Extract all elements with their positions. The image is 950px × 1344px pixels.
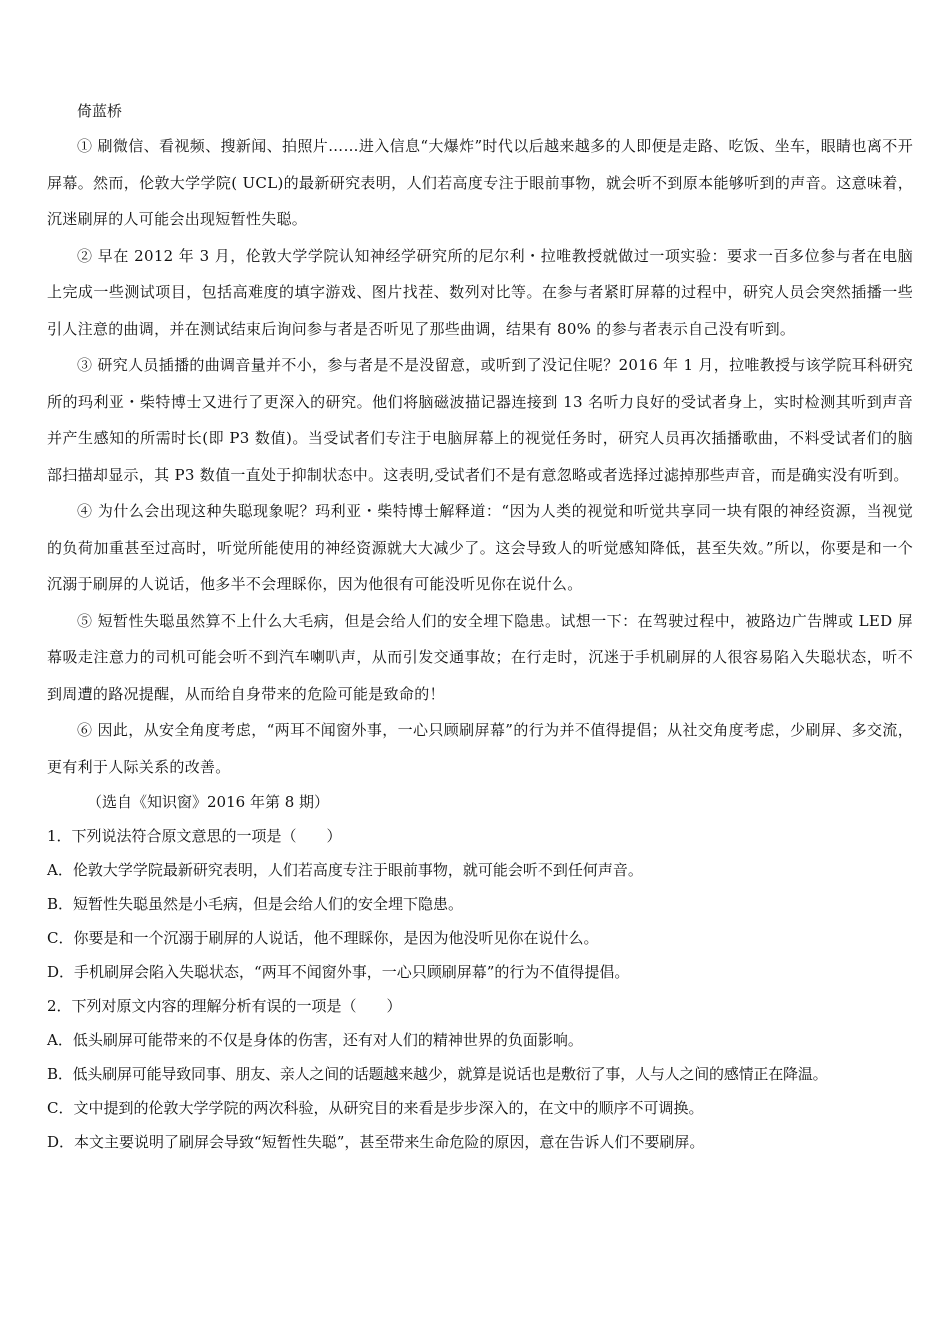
question-stem: 2．下列对原文内容的理解分析有误的一项是（ ） (47, 997, 402, 1015)
question-1 (47, 819, 913, 989)
paragraph-4: ④ 为什么会出现这种失聪现象呢？玛利亚・柴特博士解释道：“因为人类的视觉和听觉共享同一块有限的神经资源，当视觉的负荷加重甚至过高时，听觉所能使用的神经资源就大大减少了。这会导致人的听觉感知降低，甚至失效。”所以，你要是和一个沉溺于刷屏的人说话，他多半不会理睬你，因为他很有可能没听见你在说什么。 (47, 502, 913, 593)
paragraph-5: ⑤ 短暂性失聪虽然算不上什么大毛病，但是会给人们的安全埋下隐患。试想一下：在驾驶过程中，被路边广告牌或 LED 屏幕吸走注意力的司机可能会听不到汽车喇叭声，从而引发交通事故；在行走时，沉迷于手机刷屏的人很容易陷入失聪状态，听不到周遭的路况提醒，从而给自身带来的危险可能是致命的！ (47, 611, 913, 703)
question-stem: 1．下列说法符合原文意思的一项是（ ） (47, 827, 342, 845)
author-name: 倚蓝桥 (77, 102, 123, 120)
option-d: D．手机刷屏会陷入失聪状态，“两耳不闻窗外事，一心只顾刷屏幕”的行为不值得提倡。 (47, 963, 630, 981)
document-page (47, 96, 913, 1159)
option-b: B．低头刷屏可能导致同事、朋友、亲人之间的话题越来越少，就算是说话也是敷衍了事，人与人之间的感情正在降温。 (47, 1065, 828, 1083)
question-2 (47, 989, 913, 1159)
source-citation: （选自《知识窗》2016 年第 8 期） (87, 793, 330, 811)
option-c: C．你要是和一个沉溺于刷屏的人说话，他不理睬你，是因为他没听见你在说什么。 (47, 929, 599, 947)
paragraph-6: ⑥ 因此，从安全角度考虑，“两耳不闻窗外事，一心只顾刷屏幕”的行为并不值得提倡；从社交角度考虑，少刷屏、多交流，更有利于人际关系的改善。 (47, 721, 913, 776)
paragraph-1: ① 刷微信、看视频、搜新闻、拍照片……进入信息“大爆炸”时代以后越来越多的人即便是走路、吃饭、坐车，眼睛也离不开屏幕。然而，伦敦大学学院( UCL)的最新研究表明，人们若高度专注于眼前事物，就会听不到原本能够听到的声音。这意味着，沉迷刷屏的人可能会出现短暂性失聪。 (47, 137, 913, 228)
option-a: A．低头刷屏可能带来的不仅是身体的伤害，还有对人们的精神世界的负面影响。 (47, 1031, 583, 1049)
option-a: A．伦敦大学学院最新研究表明，人们若高度专注于眼前事物，就可能会听不到任何声音。 (47, 861, 643, 879)
option-b: B．短暂性失聪虽然是小毛病，但是会给人们的安全埋下隐患。 (47, 895, 464, 913)
option-d: D．本文主要说明了刷屏会导致“短暂性失聪”，甚至带来生命危险的原因，意在告诉人们不要刷屏。 (47, 1133, 705, 1151)
paragraph-2: ② 早在 2012 年 3 月，伦敦大学学院认知神经学研究所的尼尔利・拉唯教授就做过一项实验：要求一百多位参与者在电脑上完成一些测试项目，包括高难度的填字游戏、图片找茬、数列对比等。在参与者紧盯屏幕的过程中，研究人员会突然插播一些引人注意的曲调，并在测试结束后询问参与者是否听见了那些曲调，结果有 80% 的参与者表示自己没有听到。 (47, 246, 913, 338)
option-c: C．文中提到的伦敦大学学院的两次科验，从研究目的来看是步步深入的，在文中的顺序不可调换。 (47, 1099, 704, 1117)
paragraph-3: ③ 研究人员插播的曲调音量并不小，参与者是不是没留意，或听到了没记住呢？2016 年 1 月，拉唯教授与该学院耳科研究所的玛利亚・柴特博士又进行了更深入的研究。他们将脑磁波描记器连接到 13 名听力良好的受试者身上，实时检测其听到声音并产生感知的所需时长(即 P3 数值)。当受试者们专注于电脑屏幕上的视觉任务时，研究人员再次插播歌曲，不料受试者们的脑部扫描却显示，其 P3 数值一直处于抑制状态中。这表明,受试者们不是有意忽略或者选择过滤掉那些声音，而是确实没有听到。 (47, 356, 913, 484)
